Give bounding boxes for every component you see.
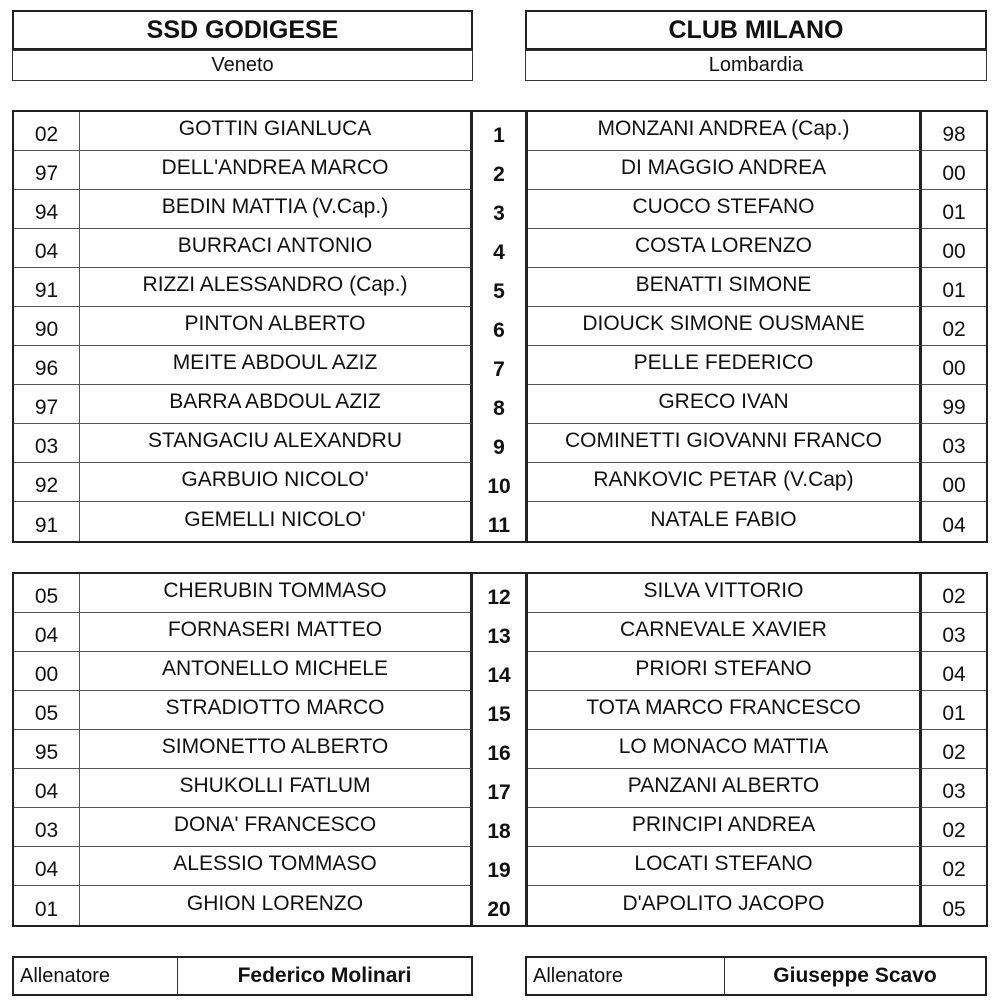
shirt-number: 10 [473,463,528,502]
home-team-name: SSD GODIGESE [12,10,473,50]
shirt-number: 7 [473,346,528,385]
table-row [14,268,986,307]
away-birth-year: 00 [922,229,986,268]
shirt-number: 12 [473,574,528,613]
away-player-name: PRIORI STEFANO [528,652,922,691]
home-player-name: GHION LORENZO [80,886,473,925]
home-birth-year: 05 [14,691,80,730]
away-birth-year: 02 [922,730,986,769]
shirt-number: 18 [473,808,528,847]
home-player-name: SIMONETTO ALBERTO [80,730,473,769]
home-player-name: RIZZI ALESSANDRO (Cap.) [80,268,473,307]
home-player-name: BURRACI ANTONIO [80,229,473,268]
home-birth-year: 04 [14,229,80,268]
shirt-number: 8 [473,385,528,424]
home-birth-year: 97 [14,385,80,424]
home-birth-year: 04 [14,613,80,652]
home-player-name: DONA' FRANCESCO [80,808,473,847]
away-player-name: LOCATI STEFANO [528,847,922,886]
home-player-name: ANTONELLO MICHELE [80,652,473,691]
table-row [14,691,986,730]
substitutes-table [12,572,988,927]
table-row [14,613,986,652]
shirt-number: 19 [473,847,528,886]
home-birth-year: 91 [14,502,80,541]
home-birth-year: 03 [14,808,80,847]
home-birth-year: 04 [14,847,80,886]
away-player-name: DI MAGGIO ANDREA [528,151,922,190]
table-row [14,463,986,502]
home-birth-year: 95 [14,730,80,769]
away-player-name: COSTA LORENZO [528,229,922,268]
shirt-number: 3 [473,190,528,229]
home-birth-year: 90 [14,307,80,346]
home-birth-year: 04 [14,769,80,808]
away-player-name: TOTA MARCO FRANCESCO [528,691,922,730]
away-player-name: PANZANI ALBERTO [528,769,922,808]
away-birth-year: 00 [922,151,986,190]
table-row [14,808,986,847]
table-row [14,190,986,229]
home-player-name: GARBUIO NICOLO' [80,463,473,502]
table-row [14,574,986,613]
shirt-number: 11 [473,502,528,541]
away-player-name: D'APOLITO JACOPO [528,886,922,925]
home-birth-year: 03 [14,424,80,463]
home-coach-box [12,956,473,996]
home-birth-year: 94 [14,190,80,229]
shirt-number: 20 [473,886,528,925]
away-birth-year: 01 [922,190,986,229]
home-player-name: ALESSIO TOMMASO [80,847,473,886]
away-player-name: GRECO IVAN [528,385,922,424]
home-birth-year: 02 [14,112,80,151]
away-birth-year: 02 [922,574,986,613]
shirt-number: 9 [473,424,528,463]
shirt-number: 2 [473,151,528,190]
shirt-number: 6 [473,307,528,346]
table-row [14,502,986,541]
home-birth-year: 05 [14,574,80,613]
home-player-name: MEITE ABDOUL AZIZ [80,346,473,385]
table-row [14,385,986,424]
away-birth-year: 03 [922,424,986,463]
away-birth-year: 01 [922,268,986,307]
table-row [14,151,986,190]
home-birth-year: 00 [14,652,80,691]
away-player-name: COMINETTI GIOVANNI FRANCO [528,424,922,463]
home-team-region: Veneto [12,50,473,81]
home-birth-year: 96 [14,346,80,385]
shirt-number: 15 [473,691,528,730]
home-player-name: STRADIOTTO MARCO [80,691,473,730]
away-birth-year: 99 [922,385,986,424]
table-row [14,307,986,346]
away-birth-year: 00 [922,346,986,385]
table-row [14,424,986,463]
table-row [14,346,986,385]
away-player-name: CUOCO STEFANO [528,190,922,229]
starters-table [12,110,988,543]
home-player-name: GOTTIN GIANLUCA [80,112,473,151]
away-coach-name: Giuseppe Scavo [773,964,937,987]
shirt-number: 5 [473,268,528,307]
home-player-name: BEDIN MATTIA (V.Cap.) [80,190,473,229]
shirt-number: 16 [473,730,528,769]
away-player-name: RANKOVIC PETAR (V.Cap) [528,463,922,502]
away-birth-year: 02 [922,847,986,886]
away-birth-year: 98 [922,112,986,151]
home-player-name: BARRA ABDOUL AZIZ [80,385,473,424]
away-player-name: SILVA VITTORIO [528,574,922,613]
away-player-name: PELLE FEDERICO [528,346,922,385]
away-coach-label: Allenatore [527,958,725,994]
away-player-name: LO MONACO MATTIA [528,730,922,769]
home-birth-year: 97 [14,151,80,190]
away-player-name: NATALE FABIO [528,502,922,541]
shirt-number: 1 [473,112,528,151]
home-player-name: FORNASERI MATTEO [80,613,473,652]
home-coach-name: Federico Molinari [237,964,412,987]
away-birth-year: 03 [922,769,986,808]
away-birth-year: 00 [922,463,986,502]
away-birth-year: 04 [922,652,986,691]
home-player-name: DELL'ANDREA MARCO [80,151,473,190]
shirt-number: 14 [473,652,528,691]
table-row [14,652,986,691]
home-player-name: CHERUBIN TOMMASO [80,574,473,613]
home-player-name: SHUKOLLI FATLUM [80,769,473,808]
away-birth-year: 01 [922,691,986,730]
home-player-name: PINTON ALBERTO [80,307,473,346]
away-player-name: MONZANI ANDREA (Cap.) [528,112,922,151]
home-birth-year: 91 [14,268,80,307]
away-birth-year: 03 [922,613,986,652]
table-row [14,229,986,268]
home-coach-label: Allenatore [14,958,178,994]
away-player-name: BENATTI SIMONE [528,268,922,307]
shirt-number: 13 [473,613,528,652]
away-birth-year: 02 [922,808,986,847]
shirt-number: 17 [473,769,528,808]
shirt-number: 4 [473,229,528,268]
table-row [14,769,986,808]
away-birth-year: 04 [942,513,966,537]
away-coach-box [525,956,987,996]
home-birth-year: 92 [14,463,80,502]
home-birth-year: 01 [14,886,80,925]
away-birth-year: 05 [942,897,966,921]
home-player-name: GEMELLI NICOLO' [80,502,473,541]
home-player-name: STANGACIU ALEXANDRU [80,424,473,463]
away-player-name: PRINCIPI ANDREA [528,808,922,847]
table-row [14,886,986,925]
table-row [14,112,986,151]
away-team-name: CLUB MILANO [525,10,987,50]
away-birth-year: 02 [922,307,986,346]
table-row [14,730,986,769]
table-row [14,847,986,886]
away-player-name: CARNEVALE XAVIER [528,613,922,652]
away-player-name: DIOUCK SIMONE OUSMANE [528,307,922,346]
away-team-region: Lombardia [525,50,987,81]
